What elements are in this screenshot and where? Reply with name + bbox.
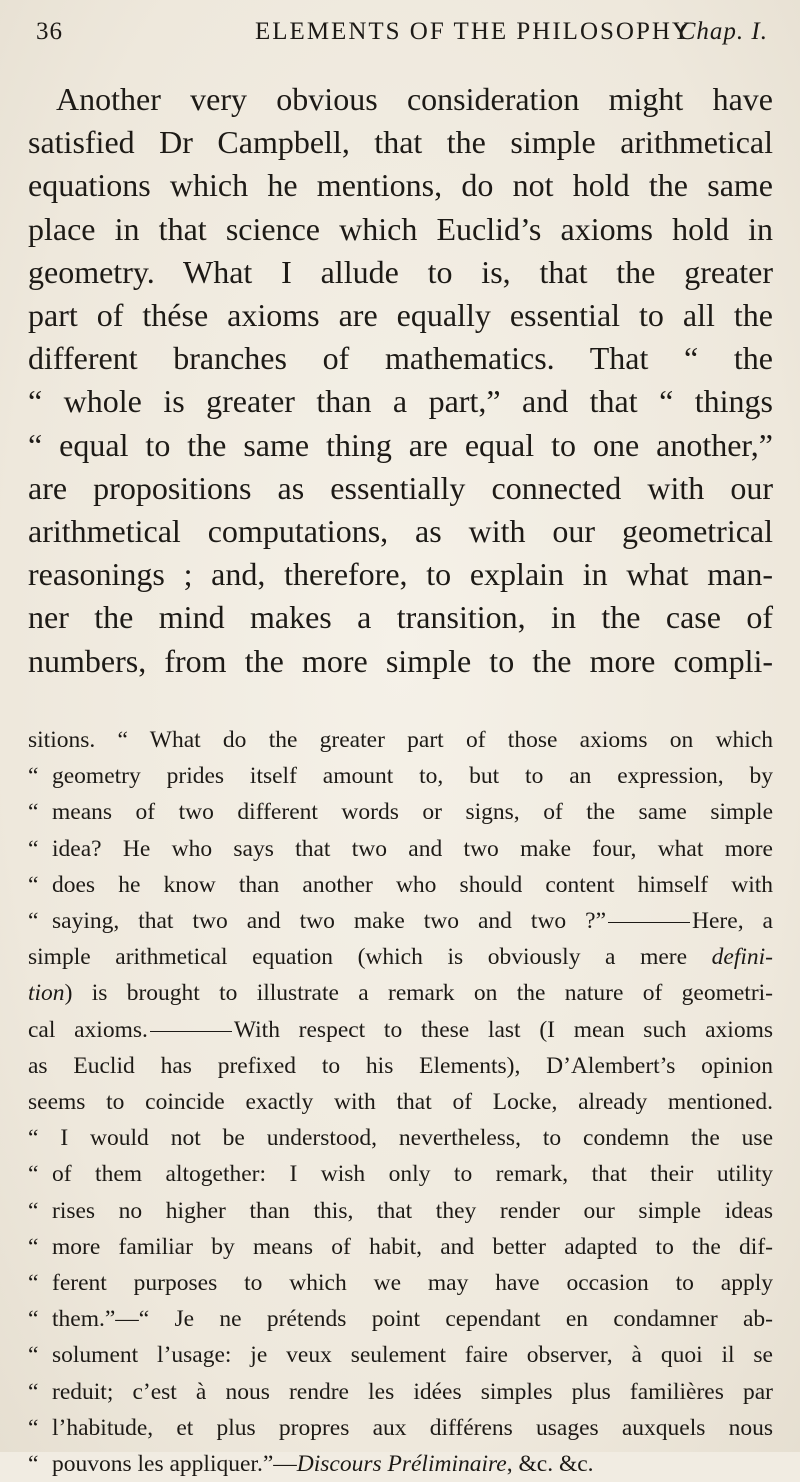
italic-text: Discours Préliminaire: [296, 1451, 507, 1478]
paragraph-footnote: [28, 722, 773, 1482]
text-line: [28, 1446, 773, 1482]
quote-mark: “: [28, 1233, 39, 1260]
quote-mark: “: [28, 908, 39, 935]
line-text: cal axioms.: [28, 1016, 148, 1043]
text-line: ner the mind makes a transition, in the case of: [28, 599, 773, 636]
chapter-label: Chap. I.: [678, 18, 768, 45]
text-line: [28, 903, 773, 939]
line-text: solument l’usage: je veux seulement faire observer, à quoi il se: [52, 1342, 773, 1369]
text-line: [28, 1301, 773, 1337]
quote-mark: “: [28, 1270, 39, 1297]
line-text: idea? He who says that two and two make four, what more: [52, 835, 773, 862]
line-text: pouvons les appliquer.”—: [52, 1451, 297, 1478]
line-text: With respect to these last (I mean such axioms: [233, 1016, 773, 1043]
text-line: place in that science which Euclid’s axioms hold in: [28, 210, 773, 247]
quote-mark: “: [28, 1451, 39, 1478]
page-header: [30, 18, 768, 58]
text-line: “ I would not be understood, nevertheless, to condemn the use: [28, 1125, 773, 1152]
line-text: means of two different words or signs, of the same simple: [52, 799, 773, 826]
running-title: ELEMENTS OF THE PHILOSOPHY: [255, 18, 692, 45]
italic-text: defini-: [711, 944, 773, 971]
quote-mark: “: [28, 1161, 39, 1188]
quote-mark: “: [28, 1378, 39, 1405]
line-text: l’habitude, et plus propres aux différens usages auxquels nous: [52, 1414, 773, 1441]
text-line: sitions. “ What do the greater part of those axioms on which: [28, 727, 773, 753]
text-line: [28, 758, 773, 794]
text-line: are propositions as essentially connected with our: [28, 469, 773, 506]
text-line: [28, 1229, 773, 1265]
line-text: simple arithmetical equation (which is obviously a mere: [28, 944, 712, 971]
line-text: reduit; c’est à nous rendre les idées simples plus familières par: [52, 1378, 773, 1405]
line-text: rises no higher than this, that they render our simple ideas: [52, 1197, 773, 1224]
quote-mark: “: [28, 1414, 39, 1441]
text-line: [28, 1410, 773, 1446]
quote-mark: “: [28, 763, 39, 790]
line-text: saying, that two and two make two and two ?”: [52, 908, 607, 935]
page-number: 36: [36, 18, 63, 45]
text-line: [28, 975, 773, 1011]
line-text: ) is brought to illustrate a remark on the nature of geometri-: [64, 980, 773, 1007]
line-text: geometry prides itself amount to, but to an expression, by: [52, 763, 773, 790]
quote-mark: “: [28, 871, 39, 898]
em-rule: [150, 1031, 232, 1032]
quote-mark: “: [28, 1342, 39, 1369]
text-line: numbers, from the more simple to the more compli-: [28, 642, 773, 679]
text-line: equations which he mentions, do not hold the same: [28, 167, 773, 204]
line-text: more familiar by means of habit, and better adapted to the dif-: [52, 1233, 773, 1260]
text-line: [28, 831, 773, 867]
line-text: them.”—“ Je ne prétends point cependant en condamner ab-: [52, 1306, 773, 1333]
text-line: [28, 1193, 773, 1229]
text-line: different branches of mathematics. That “ the: [28, 340, 773, 377]
quote-mark: “: [28, 835, 39, 862]
text-line: [28, 1337, 773, 1373]
italic-text: tion: [28, 980, 65, 1007]
text-line: “ whole is greater than a part,” and that “ things: [28, 383, 773, 420]
text-line: Another very obvious consideration might have: [56, 81, 773, 117]
paragraph-main: [28, 78, 773, 683]
text-line: [28, 867, 773, 903]
text-line: satisfied Dr Campbell, that the simple arithmetical: [28, 124, 773, 161]
text-line: arithmetical computations, as with our geometrical: [28, 513, 773, 550]
quote-mark: “: [28, 1197, 39, 1224]
quote-mark: “: [28, 1306, 39, 1333]
text-line: [28, 1156, 773, 1192]
line-text: of them altogether: I wish only to remark, that their utility: [52, 1161, 773, 1188]
text-line: reasonings ; and, therefore, to explain in what man-: [28, 556, 773, 593]
line-text: does he know than another who should content himself with: [52, 871, 773, 898]
text-line: [28, 1012, 773, 1048]
line-text: ferent purposes to which we may have occasion to apply: [52, 1270, 773, 1297]
text-line: “ equal to the same thing are equal to one another,”: [28, 426, 773, 463]
text-line: seems to coincide exactly with that of Locke, already mentioned.: [28, 1089, 773, 1116]
text-line: [28, 1374, 773, 1410]
text-line: [28, 794, 773, 830]
quote-mark: “: [28, 799, 39, 826]
line-text: , &c. &c.: [506, 1451, 594, 1478]
text-line: geometry. What I allude to is, that the greater: [28, 253, 773, 290]
em-rule: [608, 922, 690, 923]
text-line: as Euclid has prefixed to his Elements), D’Alembert’s opinion: [28, 1052, 773, 1079]
line-text: Here, a: [692, 908, 773, 935]
text-line: [28, 939, 773, 975]
text-line: part of thése axioms are equally essential to all the: [28, 297, 773, 334]
text-line: [28, 1265, 773, 1301]
